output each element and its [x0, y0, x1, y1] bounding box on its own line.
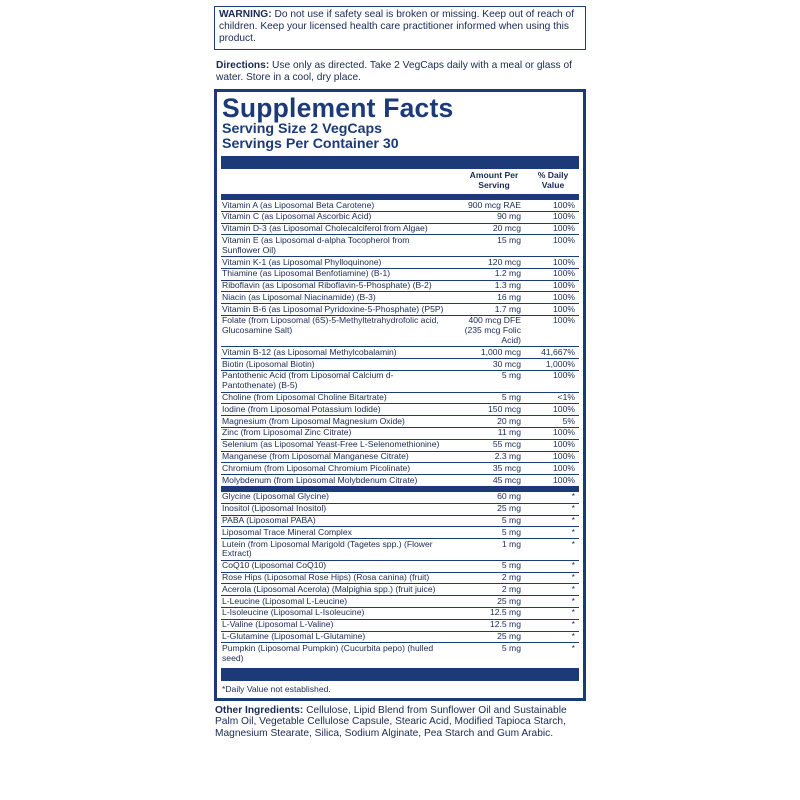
directions-text: Use only as directed. Take 2 VegCaps daily with a meal or glass of water. Store in a cool, dry place.: [216, 59, 572, 83]
nutrient-amount: 60 mg: [497, 491, 521, 502]
nutrient-name: L-Valine (Liposomal L-Valine): [222, 619, 334, 630]
nutrient-amount: 20 mcg: [492, 223, 521, 234]
nutrient-name: Vitamin A (as Liposomal Beta Carotene): [222, 199, 375, 210]
nutrient-name: Molybdenum (from Liposomal Molybdenum Citrate): [222, 474, 418, 485]
nutrient-name: L-Isoleucine (Liposomal L-Isoleucine): [222, 607, 365, 618]
nutrient-row: [221, 539, 579, 561]
nutrient-daily-value: 100%: [553, 370, 575, 381]
directions-heading: Directions:: [216, 59, 270, 71]
nutrient-amount: 400 mcg DFE (235 mcg Folic Acid): [464, 315, 521, 346]
nutrient-row: [221, 428, 579, 440]
nutrient-daily-value: 100%: [553, 462, 575, 473]
nutrient-row: [221, 608, 579, 620]
nutrient-amount: 1 mg: [501, 538, 521, 549]
nutrient-name: Iodine (from Liposomal Potassium Iodide): [222, 403, 381, 414]
supplement-facts-panel: [214, 89, 586, 701]
nutrient-daily-value: 100%: [553, 451, 575, 462]
nutrient-name: Vitamin B-12 (as Liposomal Methylcobalamin): [222, 346, 397, 357]
nutrient-amount: 2 mg: [501, 572, 521, 583]
nutrient-daily-value: 41,667%: [541, 346, 575, 357]
nutrient-row: [221, 516, 579, 528]
nutrient-daily-value: 1,000%: [545, 358, 575, 369]
nutrient-daily-value: 100%: [553, 439, 575, 450]
nutrient-name: Vitamin E (as Liposomal d-alpha Tocopherol from Sunflower Oil): [222, 234, 410, 255]
nutrient-row: [221, 573, 579, 585]
nutrient-name: Thiamine (as Liposomal Benfotiamine) (B-1): [222, 268, 391, 279]
divider-thick: [221, 156, 579, 169]
nutrient-amount: 5 mg: [501, 526, 521, 537]
nutrient-amount: 25 mg: [497, 503, 521, 514]
nutrient-name: Magnesium (from Liposomal Magnesium Oxide): [222, 415, 405, 426]
nutrient-row: [221, 620, 579, 632]
nutrient-name: Manganese (from Liposomal Manganese Citrate): [222, 451, 409, 462]
nutrient-row: [221, 393, 579, 405]
nutrient-daily-value: *: [571, 595, 575, 606]
nutrient-amount: 2.3 mg: [494, 451, 521, 462]
nutrient-daily-value: 100%: [553, 234, 575, 245]
nutrient-daily-value: 100%: [553, 291, 575, 302]
nutrient-amount: 150 mcg: [488, 403, 521, 414]
nutrient-amount: 30 mcg: [492, 358, 521, 369]
nutrient-row: [221, 492, 579, 504]
nutrient-daily-value: *: [571, 583, 575, 594]
nutrient-row: [221, 257, 579, 269]
nutrient-daily-value: 100%: [553, 474, 575, 485]
nutrient-daily-value: 100%: [553, 223, 575, 234]
nutrient-row: [221, 475, 579, 486]
directions: [214, 60, 586, 84]
nutrient-name: Niacin (as Liposomal Niacinamide) (B-3): [222, 291, 376, 302]
other-ingredients-text: Cellulose, Lipid Blend from Sunflower Oil and Sustainable Palm Oil, Vegetable Cellulose Capsule, Stearic Acid, Modified Tapioca Starch, Magnesium Stearate, Silica, Sodium Alginate, Pea Starch and Gum Arabic.: [215, 704, 567, 740]
nutrient-amount: 55 mcg: [492, 439, 521, 450]
nutrient-row: [221, 416, 579, 428]
supplement-label: [214, 6, 586, 740]
nutrient-name: Vitamin K-1 (as Liposomal Phylloquinone): [222, 256, 382, 267]
nutrient-amount: 1,000 mcg: [480, 346, 521, 357]
nutrient-group-other: [221, 492, 579, 664]
amount-per-serving-header: Amount Per Serving: [469, 170, 519, 190]
nutrient-row: [221, 404, 579, 416]
nutrient-amount: 5 mg: [501, 515, 521, 526]
nutrient-name: Selenium (as Liposomal Yeast-Free L-Selenomethionine): [222, 439, 440, 450]
nutrient-row: [221, 561, 579, 573]
other-ingredients-heading: Other Ingredients:: [215, 704, 304, 716]
nutrient-row: [221, 292, 579, 304]
nutrient-amount: 1.2 mg: [494, 268, 521, 279]
nutrient-row: [221, 269, 579, 281]
nutrient-name: Choline (from Liposomal Choline Bitartrate): [222, 392, 387, 403]
nutrient-row: [221, 440, 579, 452]
nutrient-amount: 1.3 mg: [494, 280, 521, 291]
nutrient-row: [221, 527, 579, 539]
nutrient-row: [221, 347, 579, 359]
nutrient-row: [221, 359, 579, 371]
nutrient-amount: 5 mg: [501, 560, 521, 571]
nutrient-daily-value: 100%: [553, 199, 575, 210]
nutrient-amount: 12.5 mg: [489, 607, 521, 618]
nutrient-row: [221, 200, 579, 212]
nutrient-row: [221, 371, 579, 393]
nutrient-row: [221, 463, 579, 475]
nutrient-name: Vitamin B-6 (as Liposomal Pyridoxine-5-Phosphate) (P5P): [222, 303, 444, 314]
nutrient-daily-value: *: [571, 619, 575, 630]
nutrient-amount: 15 mg: [497, 234, 521, 245]
nutrient-name: Vitamin C (as Liposomal Ascorbic Acid): [222, 211, 372, 222]
nutrient-amount: 5 mg: [501, 392, 521, 403]
nutrient-name: Riboflavin (as Liposomal Riboflavin-5-Phosphate) (B-2): [222, 280, 432, 291]
nutrient-amount: 90 mg: [497, 211, 521, 222]
nutrient-amount: 5 mg: [501, 370, 521, 381]
nutrient-name: Zinc (from Liposomal Zinc Citrate): [222, 427, 352, 438]
nutrient-name: CoQ10 (Liposomal CoQ10): [222, 560, 327, 571]
nutrient-name: Biotin (Liposomal Biotin): [222, 358, 315, 369]
nutrient-amount: 25 mg: [497, 631, 521, 641]
nutrient-name: Rose Hips (Liposomal Rose Hips) (Rosa canina) (fruit): [222, 572, 430, 583]
nutrient-amount: 5 mg: [501, 642, 521, 653]
nutrient-row: [221, 632, 579, 644]
daily-value-footnote: *Daily Value not established.: [222, 683, 331, 694]
nutrient-row: [221, 596, 579, 608]
nutrient-row: [221, 235, 579, 257]
serving-size: Serving Size 2 VegCaps: [222, 121, 383, 138]
nutrient-daily-value: *: [571, 607, 575, 618]
warning-box: [214, 6, 586, 50]
nutrient-amount: 25 mg: [497, 595, 521, 606]
nutrient-row: [221, 281, 579, 293]
nutrient-daily-value: *: [571, 642, 575, 653]
nutrient-name: L-Glutamine (Liposomal L-Glutamine): [222, 631, 366, 641]
divider-bottom: [221, 668, 579, 681]
nutrient-daily-value: *: [571, 572, 575, 583]
nutrient-daily-value: *: [571, 503, 575, 514]
nutrient-daily-value: 100%: [553, 427, 575, 438]
nutrient-name: Acerola (Liposomal Acerola) (Malpighia spp.) (fruit juice): [222, 583, 436, 594]
nutrient-name: Folate (from Liposomal (6S)-5-Methyltetrahydrofolic acid, Glucosamine Salt): [222, 315, 439, 336]
nutrient-amount: 120 mcg: [488, 256, 521, 267]
nutrient-name: Vitamin D-3 (as Liposomal Cholecalciferol from Algae): [222, 223, 428, 234]
nutrient-daily-value: *: [571, 631, 575, 641]
nutrient-daily-value: 100%: [553, 268, 575, 279]
nutrient-row: [221, 504, 579, 516]
nutrient-daily-value: 100%: [553, 403, 575, 414]
nutrient-name: Pantothenic Acid (from Liposomal Calcium d-Pantothenate) (B-5): [222, 370, 394, 391]
nutrient-daily-value: *: [571, 491, 575, 502]
daily-value-header: % Daily Value: [537, 170, 569, 190]
nutrient-daily-value: 100%: [553, 315, 575, 326]
nutrient-row: [221, 304, 579, 316]
nutrient-name: Inositol (Liposomal Inositol): [222, 503, 327, 514]
nutrient-group-vitamins-minerals: [221, 200, 579, 486]
facts-title: Supplement Facts: [222, 93, 454, 124]
nutrient-name: Lutein (from Liposomal Marigold (Tagetes spp.) (Flower Extract): [222, 538, 433, 559]
nutrient-daily-value: *: [571, 515, 575, 526]
nutrient-name: Pumpkin (Liposomal Pumpkin) (Cucurbita pepo) (hulled seed): [222, 642, 434, 663]
nutrient-amount: 1.7 mg: [494, 303, 521, 314]
nutrient-row: [221, 212, 579, 224]
warning-heading: WARNING:: [219, 9, 272, 20]
nutrient-amount: 20 mg: [497, 415, 521, 426]
other-ingredients: [214, 705, 586, 740]
warning-text: Do not use if safety seal is broken or missing. Keep out of reach of children. Keep your licensed health care practitioner informed when using this product.: [219, 9, 575, 45]
nutrient-amount: 2 mg: [501, 583, 521, 594]
nutrient-name: Chromium (from Liposomal Chromium Picolinate): [222, 462, 411, 473]
nutrient-row: [221, 224, 579, 236]
nutrient-daily-value: *: [571, 526, 575, 537]
nutrient-daily-value: *: [571, 538, 575, 549]
nutrient-name: L-Leucine (Liposomal L-Leucine): [222, 595, 348, 606]
nutrient-daily-value: <1%: [557, 392, 575, 403]
column-header: [221, 169, 579, 194]
nutrient-amount: 12.5 mg: [489, 619, 521, 630]
nutrient-daily-value: 100%: [553, 211, 575, 222]
nutrient-daily-value: 5%: [562, 415, 575, 426]
nutrient-name: PABA (Liposomal PABA): [222, 515, 316, 526]
nutrient-amount: 45 mcg: [492, 474, 521, 485]
nutrient-daily-value: 100%: [553, 256, 575, 267]
nutrient-name: Liposomal Trace Mineral Complex: [222, 526, 352, 537]
nutrient-amount: 11 mg: [497, 427, 521, 438]
nutrient-row: [221, 316, 579, 347]
nutrient-daily-value: *: [571, 560, 575, 571]
servings-per-container: Servings Per Container 30: [222, 136, 399, 153]
nutrient-row: [221, 584, 579, 596]
nutrient-amount: 35 mcg: [492, 462, 521, 473]
nutrient-amount: 900 mcg RAE: [467, 199, 521, 210]
nutrient-row: [221, 643, 579, 664]
nutrient-row: [221, 452, 579, 464]
nutrient-amount: 16 mg: [497, 291, 521, 302]
nutrient-daily-value: 100%: [553, 303, 575, 314]
nutrient-name: Glycine (Liposomal Glycine): [222, 491, 329, 502]
nutrient-daily-value: 100%: [553, 280, 575, 291]
